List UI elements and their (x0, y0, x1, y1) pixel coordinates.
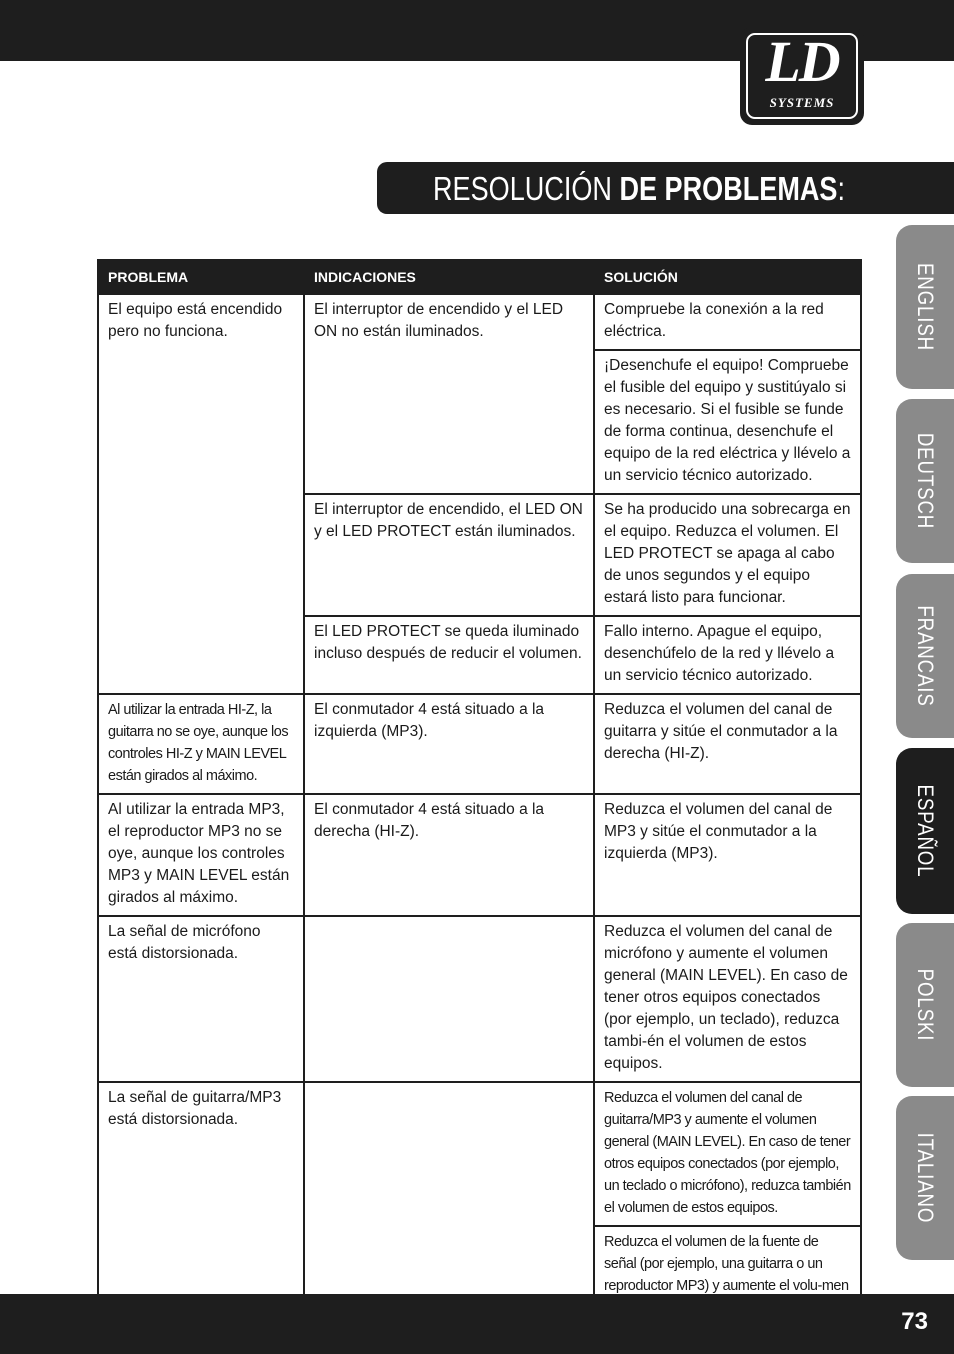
table-row (98, 1082, 861, 1226)
solution-cell: Reduzca el volumen del canal de guitarra y sitúe el conmutador a la derecha (HI-Z). (594, 694, 861, 794)
title-colon: : (837, 170, 845, 207)
indication-cell: El LED PROTECT se queda iluminado incluso después de reducir el volumen. (304, 616, 594, 694)
tab-italiano-label: ITALIANO (913, 1132, 938, 1224)
table-row (98, 294, 861, 350)
title-regular: RESOLUCIÓN (433, 170, 620, 207)
table-row (98, 794, 861, 916)
indication-cell: El interruptor de encendido, el LED ON y el LED PROTECT están iluminados. (304, 494, 594, 616)
page-number: 73 (901, 1308, 928, 1335)
tab-francais[interactable] (896, 574, 954, 738)
problem-cell: Al utilizar la entrada MP3, el reproductor MP3 no se oye, aunque los controles MP3 y MAIN LEVEL están girados al máximo. (98, 794, 304, 916)
tab-english-label: ENGLISH (913, 262, 938, 352)
table-row (98, 916, 861, 1082)
bottom-bar (0, 1294, 954, 1354)
indication-cell (304, 916, 594, 1082)
indication-cell (304, 1082, 594, 1326)
tab-francais-label: FRANCAIS (913, 605, 938, 707)
solution-cell: Fallo interno. Apague el equipo, desenchúfelo de la red y llévelo a un servicio técnico autorizado. (594, 616, 861, 694)
solution-cell: Reduzca el volumen del canal de guitarra/MP3 y aumente el volumen general (MAIN LEVEL). En caso de tener otros equipos conectados (por ejemplo, un teclado o micrófono), reduzca también el volumen de estos equipos. (594, 1082, 861, 1226)
solution-cell: Reduzca el volumen de la fuente de señal (por ejemplo, una guitarra o un reproductor MP3) y aumente el volu-men (594, 1226, 861, 1326)
solution-cell: Compruebe la conexión a la red eléctrica. (594, 294, 861, 350)
header-solution: SOLUCIÓN (594, 260, 861, 294)
tab-polski-label: POLSKI (913, 968, 938, 1042)
problem-cell: La señal de guitarra/MP3 está distorsionada. (98, 1082, 304, 1326)
table-row (98, 694, 861, 794)
indication-cell: El conmutador 4 está situado a la izquierda (MP3). (304, 694, 594, 794)
solution-cell: ¡Desenchufe el equipo! Compruebe el fusible del equipo y sustitúyalo si es necesario. Si el fusible se funde de forma continua, desenchufe el equipo de la red eléctrica y llévelo a un servicio técnico autorizado. (594, 350, 861, 494)
indication-cell: El conmutador 4 está situado a la derecha (HI-Z). (304, 794, 594, 916)
header-problem: PROBLEMA (98, 260, 304, 294)
table-header-row (98, 260, 861, 294)
tab-deutsch[interactable] (896, 399, 954, 563)
header-indications: INDICACIONES (304, 260, 594, 294)
solution-cell: Reduzca el volumen del canal de MP3 y sitúe el conmutador a la izquierda (MP3). (594, 794, 861, 916)
problem-cell: El equipo está encendido pero no funciona. (98, 294, 304, 694)
tab-english[interactable] (896, 225, 954, 389)
title-bold: DE PROBLEMAS (619, 170, 838, 207)
page-title (433, 169, 845, 209)
logo-sub-text: SYSTEMS (769, 95, 835, 110)
tab-polski[interactable] (896, 923, 954, 1087)
problem-cell: La señal de micrófono está distorsionada. (98, 916, 304, 1082)
title-banner (377, 162, 954, 214)
problem-cell: Al utilizar la entrada HI-Z, la guitarra no se oye, aunque los controles HI-Z y MAIN LEVEL están girados al máximo. (98, 694, 304, 794)
solution-cell: Reduzca el volumen del canal de micrófono y aumente el volumen general (MAIN LEVEL). En caso de tener otros equipos conectados (por ejemplo, un teclado), reduzca tambi-én el volumen de estos equipos. (594, 916, 861, 1082)
tab-espanol-label: ESPAÑOL (913, 784, 938, 878)
tab-italiano[interactable] (896, 1096, 954, 1260)
solution-cell: Se ha producido una sobrecarga en el equipo. Reduzca el volumen. El LED PROTECT se apaga al cabo de unos segundos y el equipo estará listo para funcionar. (594, 494, 861, 616)
tab-deutsch-label: DEUTSCH (913, 432, 938, 530)
tab-espanol[interactable] (896, 748, 954, 914)
troubleshooting-table (97, 259, 862, 1327)
indication-cell: El interruptor de encendido y el LED ON no están iluminados. (304, 294, 594, 494)
ld-systems-logo (740, 27, 864, 125)
logo-main-text: LD (765, 29, 839, 94)
